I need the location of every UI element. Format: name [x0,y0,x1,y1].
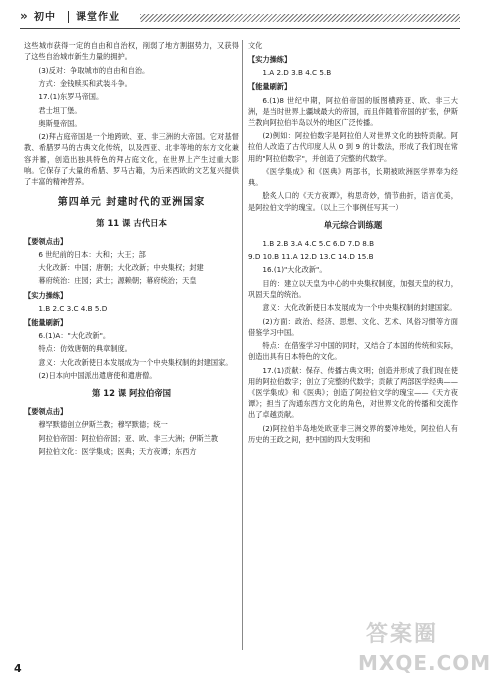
ability-line: (2)日本向中国派出遣唐使和遣唐僧。 [38,371,157,381]
watermark-text: 答案圈 [366,622,439,647]
lesson-12-title: 第 12 课 阿拉伯帝国 [91,388,172,399]
practice-tag: 【实力操练】 [24,290,68,300]
review-line: 意义：大化改新使日本发展成为一个中央集权制的封建国家。 [262,303,457,313]
column-divider [242,40,243,650]
intro-para: 方式：金钱赎买和武装斗争。 [38,78,132,88]
review-line: 17.(1)贡献：保存、传播古典文明；创造并形成了我们现在使用的阿拉伯数字；创立了完整的代数学；贡献了两部医学经典——《医学集成》和《医典》；创造了阿拉伯文学的瑰宝——《天方夜谭》；担当了沟通东西方文化的角色，对世界文化的传播和交流作出了卓越贡献。 [248,365,458,420]
knowledge-line: 阿拉伯帝国：阿拉伯帝国；亚、欧、非三大洲；伊斯兰教 [38,433,219,443]
review-line: 16.(1)"大化改新"。 [262,265,327,275]
header-title: 初中 [34,12,56,23]
review-line: (2)方面：政治、经济、思想、文化、艺术、风俗习惯等方面借鉴学习中国。 [248,316,458,337]
left-column [24,40,239,459]
double-chevron-icon: » [20,9,28,23]
unit-title: 第四单元 封建时代的亚洲国家 [57,197,206,208]
knowledge-tag: 【要领点击】 [24,236,68,246]
ability-line: 脍炙人口的《天方夜谭》，构思奇妙，情节曲折，语言优美，是阿拉伯文学的瑰宝。（以上三个事例任写其一） [248,191,458,212]
knowledge-line: 6 世纪前的日本：大和；大王；部 [38,249,146,259]
intro-para: (3)反对：争取城市的自由和自治。 [38,65,150,75]
page-number: 4 [14,662,22,675]
practice-answers: 1.B 2.C 3.C 4.B 5.D [38,303,108,313]
review-line: 特点：在借鉴学习中国的同时，又结合了本国的传统和实际，创造出具有日本特色的文化。 [248,341,458,362]
intro-para: (2)拜占庭帝国是一个地跨欧、亚、非三洲的大帝国。它对基督教、希腊罗马的古典文化传统，以及西亚、北非等地的东方文化兼容并蓄，创造出独具特色的拜占庭文化，在世界上产生过重大影响。它保存了大量的希腊、罗马古籍，为后来西欧的文艺复兴提供了丰富的精神营养。 [24,132,239,186]
ability-line: 特点：仿效唐朝的典章制度。 [38,344,132,354]
knowledge-line: 幕府统治：庄园；武士；源赖朝；幕府统治；天皇 [38,276,197,286]
ability-tag: 【能量刷新】 [248,82,292,92]
ability-line: 6.(1)8 世纪中期，阿拉伯帝国的版图横跨亚、欧、非三大洲，是当时世界上疆域最大的帝国，而且伴随着帝国的扩张，伊斯兰教向阿拉伯半岛以外的地区广泛传播。 [248,95,458,127]
review-title: 单元综合训练题 [323,219,383,230]
header-subtitle: 课堂作业 [76,12,120,23]
right-column [248,40,458,447]
ability-line: (2)例如：阿拉伯数字是阿拉伯人对世界文化的独特贡献。阿拉伯人改造了古代印度人从 0 到 9 的计数法，形成了我们现在常用的"阿拉伯数字"，并创造了完整的代数学。 [248,131,458,163]
intro-para: 君士坦丁堡。 [38,105,82,115]
ability-tag: 【能量刷新】 [24,317,68,327]
intro-para: 这些城市获得一定的自由和自治权，削弱了地方割据势力，又获得了这些自治城市新生力量的拥护。 [24,41,239,62]
knowledge-tag: 【要领点击】 [24,407,68,417]
page-header [20,8,460,32]
practice-answers: 1.A 2.D 3.B 4.C 5.B [262,68,332,78]
watermark-url: MXQE.COM [358,651,491,675]
ability-line: 6.(1)A："大化改新"。 [38,330,111,340]
header-separator [68,11,69,23]
intro-para: 奥斯曼帝国。 [38,118,82,128]
watermark-logo [358,618,491,678]
header-rule [20,28,460,29]
review-line: 目的：建立以天皇为中心的中央集权制度，加强天皇的权力，巩固天皇的统治。 [248,278,458,299]
lesson-11-title: 第 11 课 古代日本 [96,217,167,228]
knowledge-line: 穆罕默德创立伊斯兰教；穆罕默德；统一 [38,420,168,430]
knowledge-line: 阿拉伯文化：医学集成；医典；天方夜谭；东西方 [38,447,197,457]
intro-para: 17.(1)东罗马帝国。 [38,92,104,102]
knowledge-line: 大化改新：中国；唐朝；大化改新；中央集权；封建 [38,263,204,273]
continued-text: 文化 [248,41,263,50]
ability-line: 《医学集成》和《医典》两部书，长期被欧洲医学界奉为经典。 [248,166,458,188]
ability-line: 意义：大化改新使日本发展成为一个中央集权制的封建国家。 [38,357,233,367]
review-line: (2)阿拉伯半岛地处欧亚非三洲交界的要冲地处，阿拉伯人有历史的王政之间，把中国的四大发明和 [248,423,458,444]
review-answers: 9.D 10.B 11.A 12.D 13.C 14.D 15.B [248,252,374,262]
review-answers: 1.B 2.B 3.A 4.C 5.C 6.D 7.D 8.B [262,238,375,248]
practice-tag: 【实力操练】 [248,55,292,65]
header-hatch-decoration [140,14,460,22]
